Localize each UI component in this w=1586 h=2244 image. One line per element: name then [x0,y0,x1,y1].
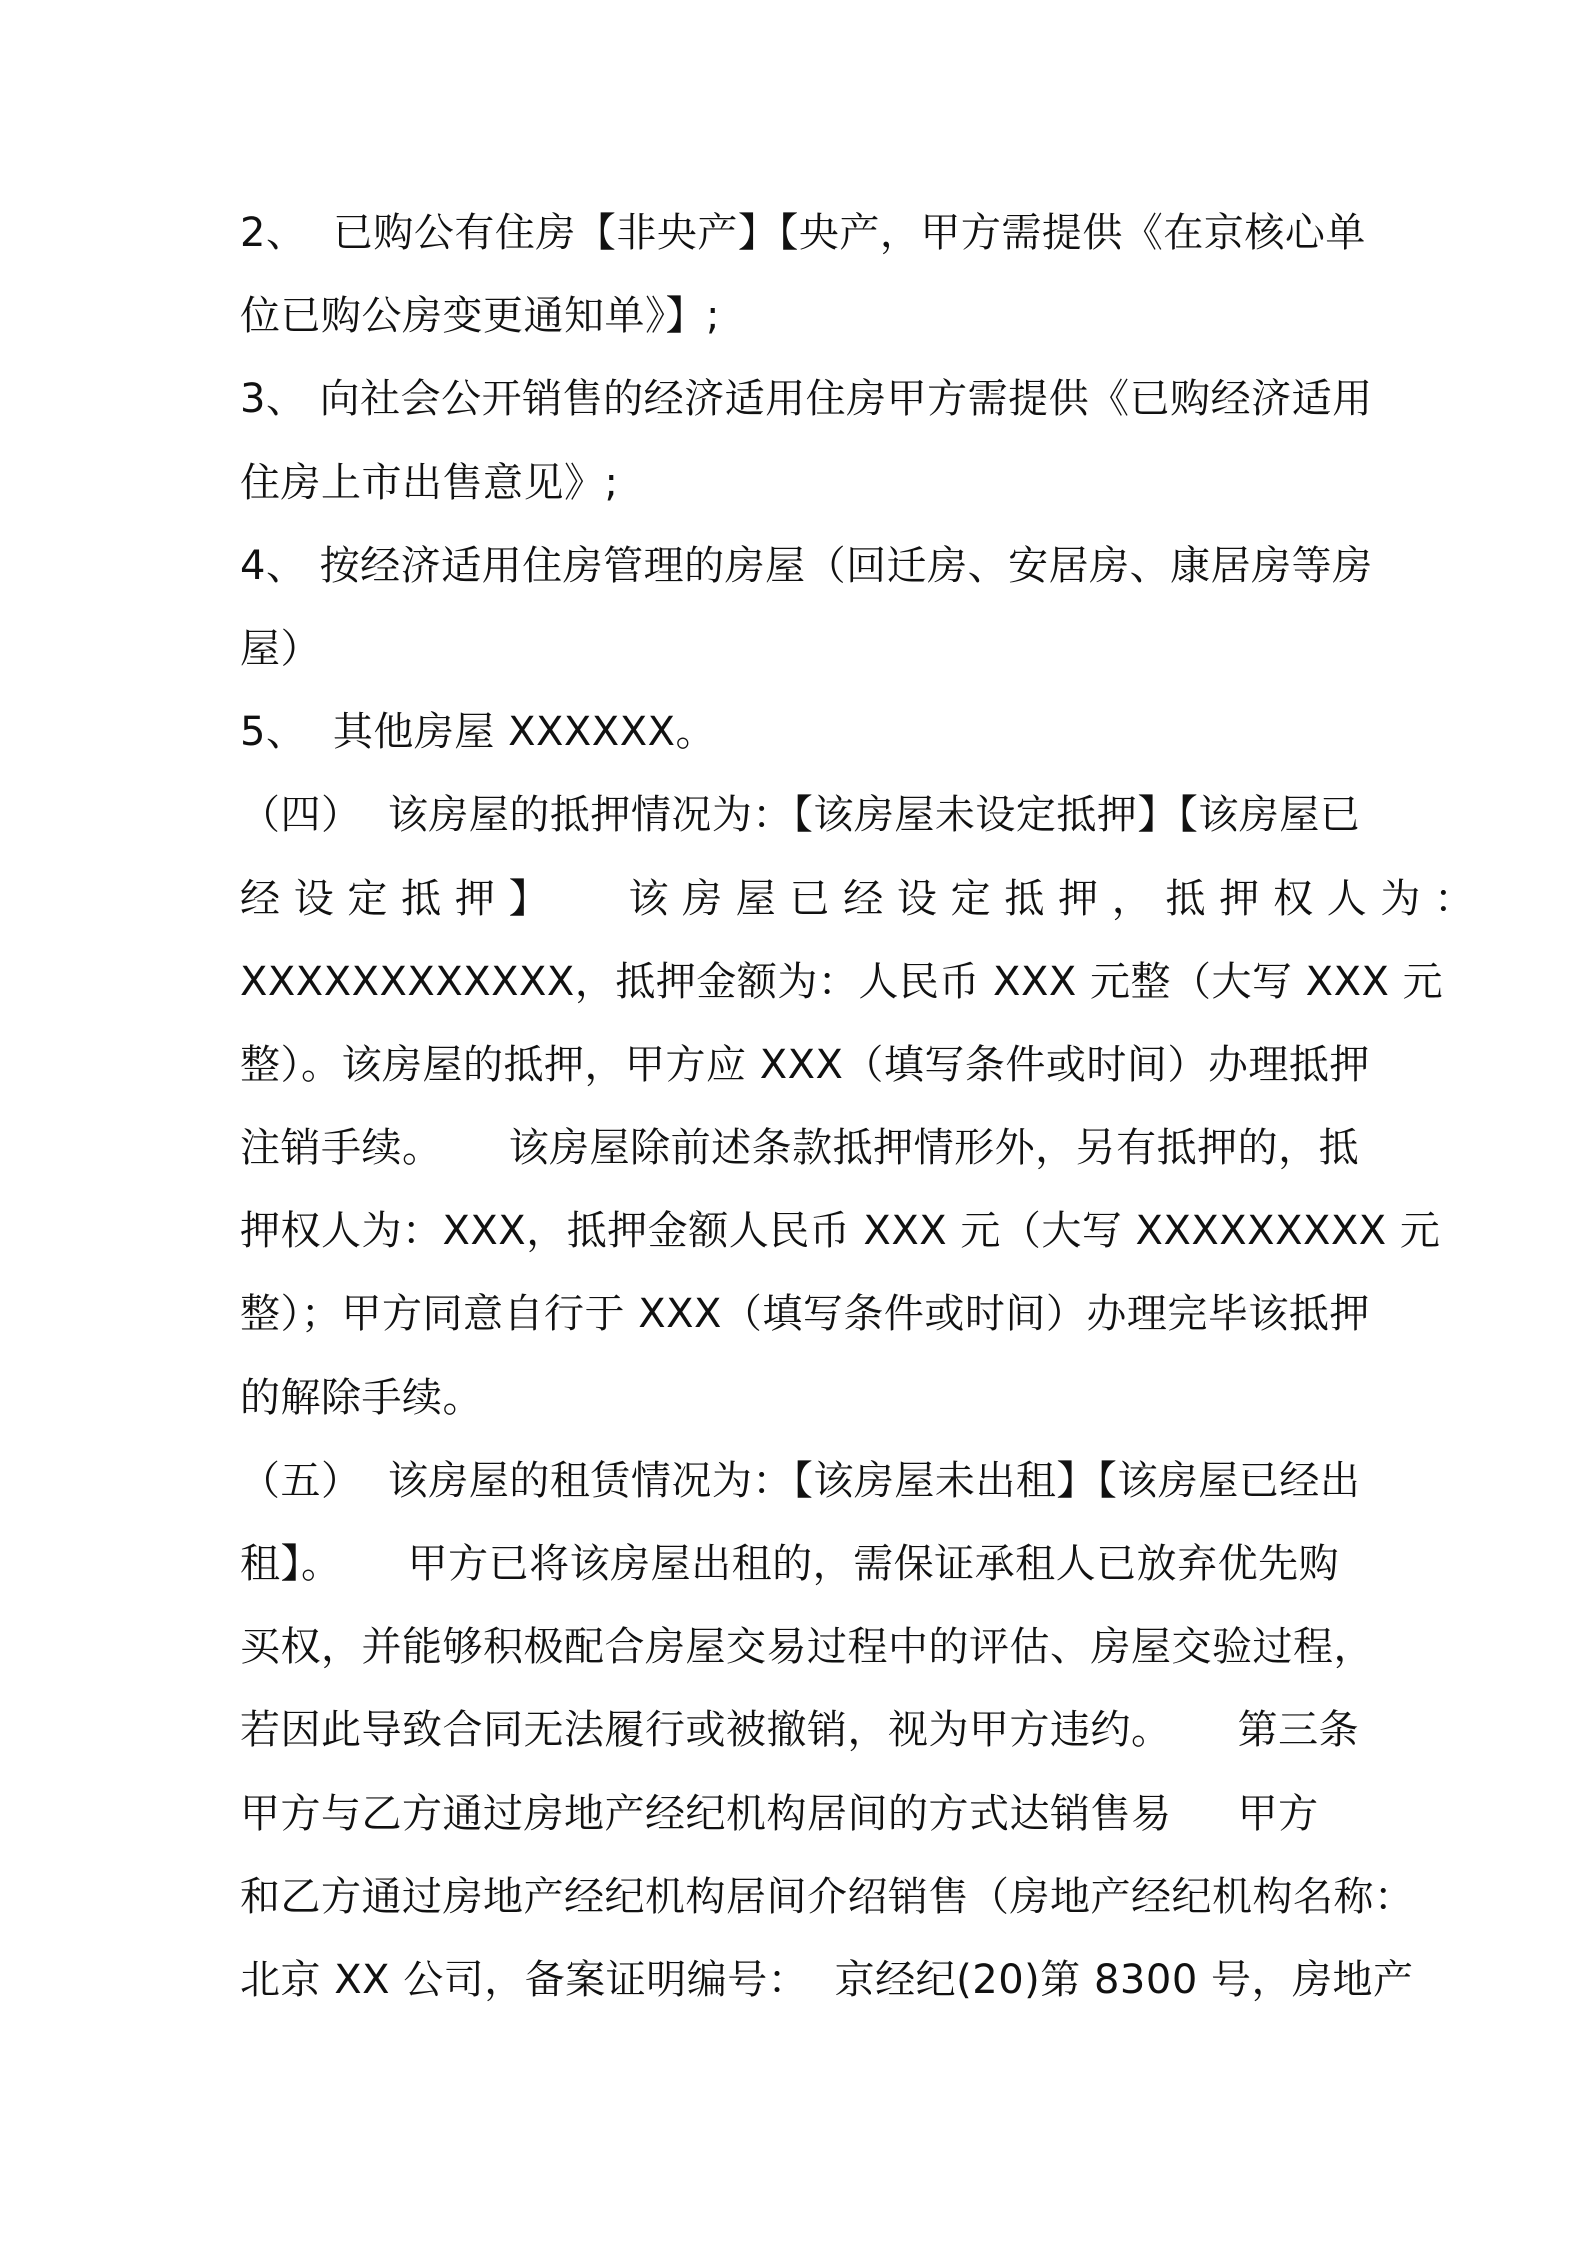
text-line: 若因此导致合同无法履行或被撤销，视为甲方违约。 第三条 [240,1707,1360,1754]
text-line: 整）。该房屋的抵押，甲方应 XXX（填写条件或时间）办理抵押 [240,1041,1370,1088]
text-line: 买权，并能够积极配合房屋交易过程中的评估、房屋交验过程， [240,1624,1374,1671]
text-line: 的解除手续。 [240,1374,483,1421]
text-line: （五） 该房屋的租赁情况为：【该房屋未出租】【该房屋已经出 [240,1457,1361,1504]
text-line: 和乙方通过房地产经纪机构居间介绍销售（房地产经纪机构名称： [240,1873,1415,1920]
text-line: 2、 已购公有住房【非央产】【央产，甲方需提供《在京核心单 [240,210,1366,256]
text-line: 4、 按经济适用住房管理的房屋（回迁房、安居房、康居房等房 [240,542,1373,589]
text-line: 经 设 定 抵 押 】 该 房 屋 已 经 设 定 抵 押 ， 抵 押 权 人 为 ： [240,875,1475,922]
text-line: 押权人为：XXX，抵押金额人民币 XXX 元（大写 XXXXXXXXX 元 [240,1208,1441,1255]
text-line: 5、 其他房屋 XXXXXX。 [240,709,717,756]
text-line: 住房上市出售意见》; [240,459,619,506]
text-line: XXXXXXXXXXXX，抵押金额为：人民币 XXX 元整（大写 XXX 元 [240,958,1444,1005]
text-line: 3、 向社会公开销售的经济适用住房甲方需提供《已购经济适用 [240,376,1373,423]
text-line: 整）；甲方同意自行于 XXX（填写条件或时间）办理完毕该抵押 [240,1291,1370,1338]
text-line: 甲方与乙方通过房地产经纪机构居间的方式达销售易 甲方 [240,1790,1319,1837]
text-line: 租】。 甲方已将该房屋出租的，需保证承租人已放弃优先购 [240,1541,1340,1587]
text-line: 北京 XX 公司，备案证明编号： 京经纪(20)第 8300 号，房地产 [240,1956,1414,2003]
text-line: 位已购公房变更通知单》】; [240,293,720,340]
text-line: 屋） [240,625,321,672]
document-body [240,192,1475,2022]
text-line: 注销手续。 该房屋除前述条款抵押情形外，另有抵押的，抵 [240,1125,1360,1172]
text-line: （四） 该房屋的抵押情况为：【该房屋未设定抵押】【该房屋已 [240,792,1361,839]
